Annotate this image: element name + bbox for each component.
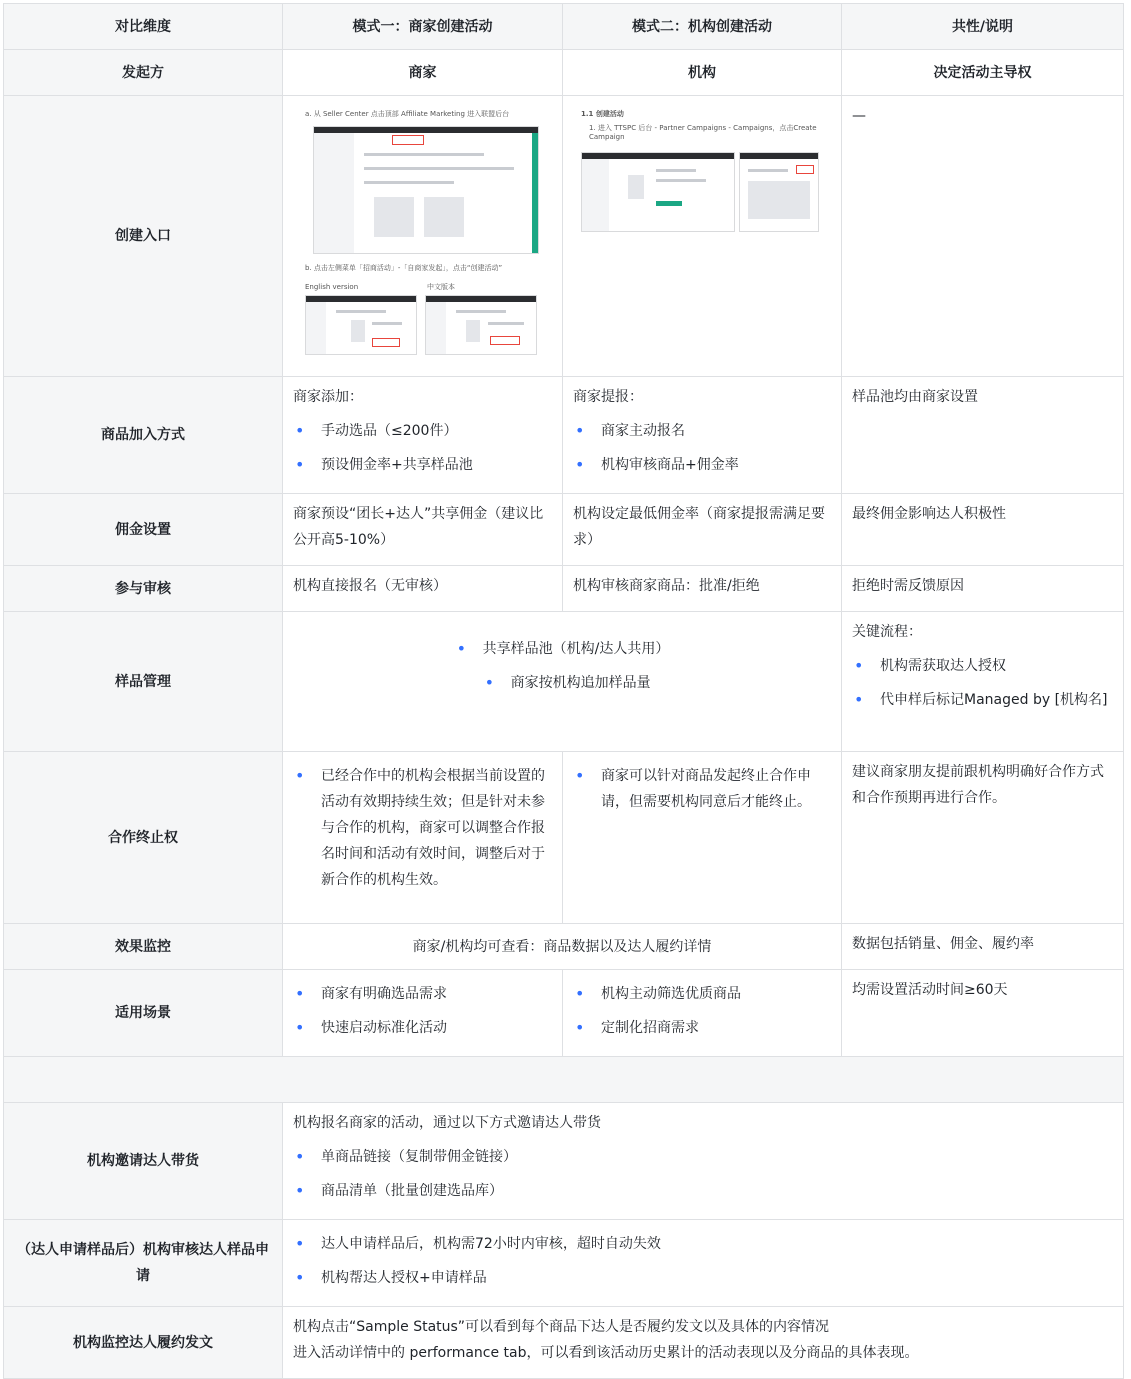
english-version-screenshot <box>305 295 417 355</box>
row-sample-review <box>4 1220 1124 1307</box>
partner-campaigns-screenshot <box>581 152 735 232</box>
monitoring-shared: 商家/机构均可查看：商品数据以及达人履约详情 <box>283 924 842 970</box>
product-join-common: 样品池均由商家设置 <box>842 377 1124 494</box>
row-label-commission: 佣金设置 <box>4 494 283 566</box>
commission-common: 最终佣金影响达人积极性 <box>842 494 1124 566</box>
row-label-initiator: 发起方 <box>4 50 283 96</box>
initiator-mode1: 商家 <box>283 50 563 96</box>
list-item: • 快速启动标准化活动 <box>293 1015 552 1041</box>
create-campaign-screenshot <box>739 152 819 232</box>
list-item: • 已经合作中的机构会根据当前设置的活动有效期持续生效；但是针对未参与合作的机构，商家可以调整合作报名时间和活动有效时间，调整后对于新合作的机构生效。 <box>293 763 552 893</box>
row-label-product-join: 商品加入方式 <box>4 377 283 494</box>
list-item: • 代申样后标记Managed by [机构名] <box>852 687 1113 713</box>
list-item: • 机构需获取达人授权 <box>852 653 1113 679</box>
review-mode1: 机构直接报名（无审核） <box>283 566 563 612</box>
product-join-mode1 <box>283 377 563 494</box>
commission-mode1: 商家预设“团长+达人”共享佣金（建议比公开高5-10%） <box>283 494 563 566</box>
termination-mode1 <box>283 752 563 924</box>
row-entry <box>4 96 1124 377</box>
review-common: 拒绝时需反馈原因 <box>842 566 1124 612</box>
entry-mode2-caption-step: 1. 进入 TTSPC 后台 - Partner Campaigns - Campaigns，点击Create Campaign <box>589 124 817 141</box>
row-termination <box>4 752 1124 924</box>
row-fulfillment <box>4 1307 1124 1379</box>
header-common: 共性/说明 <box>842 4 1124 50</box>
row-label-samples: 样品管理 <box>4 612 283 752</box>
row-scenario <box>4 970 1124 1057</box>
row-review <box>4 566 1124 612</box>
entry-mode1-caption-a: a. 从 Seller Center 点击顶部 Affiliate Marketing 进入联盟后台 <box>305 110 510 118</box>
row-initiator <box>4 50 1124 96</box>
list-item: • 达人申请样品后，机构需72小时内审核，超时自动失效 <box>293 1231 1113 1257</box>
list-item: • 商品清单（批量创建选品库） <box>293 1178 1113 1204</box>
row-label-sample-review: （达人申请样品后）机构审核达人样品申请 <box>4 1220 283 1307</box>
samples-common <box>842 612 1124 752</box>
review-mode2: 机构审核商家商品：批准/拒绝 <box>563 566 842 612</box>
list-item: • 单商品链接（复制带佣金链接） <box>293 1144 1113 1170</box>
fulfillment-line2: 进入活动详情中的 performance tab，可以看到该活动历史累计的活动表现以及分商品的具体表现。 <box>293 1345 919 1361</box>
sample-review-content <box>283 1220 1124 1307</box>
row-label-scenario: 适用场景 <box>4 970 283 1057</box>
row-label-review: 参与审核 <box>4 566 283 612</box>
row-product-join <box>4 377 1124 494</box>
chinese-version-screenshot <box>425 295 537 355</box>
header-mode2: 模式二：机构创建活动 <box>563 4 842 50</box>
product-join-mode2 <box>563 377 842 494</box>
scenario-mode2 <box>563 970 842 1057</box>
row-samples <box>4 612 1124 752</box>
initiator-mode2: 机构 <box>563 50 842 96</box>
header-dimension: 对比维度 <box>4 4 283 50</box>
entry-mode2-caption-title: 1.1 创建活动 <box>581 110 624 118</box>
entry-common-dash: — <box>852 108 866 124</box>
samples-shared <box>283 612 842 752</box>
product-join-mode1-title: 商家添加： <box>293 389 363 405</box>
row-monitoring <box>4 924 1124 970</box>
list-item: • 预设佣金率+共享样品池 <box>293 452 552 478</box>
header-row <box>4 4 1124 50</box>
spacer-row <box>4 1057 1124 1103</box>
samples-common-title: 关键流程： <box>852 624 922 640</box>
termination-mode2 <box>563 752 842 924</box>
row-label-fulfillment: 机构监控达人履约发文 <box>4 1307 283 1379</box>
entry-mode2 <box>563 96 842 377</box>
entry-mode1 <box>283 96 563 377</box>
commission-mode2: 机构设定最低佣金率（商家提报需满足要求） <box>563 494 842 566</box>
row-commission <box>4 494 1124 566</box>
list-item: • 机构审核商品+佣金率 <box>573 452 831 478</box>
row-invite <box>4 1103 1124 1220</box>
list-item: • 商家有明确选品需求 <box>293 981 552 1007</box>
fulfillment-line1: 机构点击“Sample Status”可以看到每个商品下达人是否履约发文以及具体的内容情况 <box>293 1319 830 1335</box>
scenario-common: 均需设置活动时间≥60天 <box>842 970 1124 1057</box>
list-item: • 商家主动报名 <box>573 418 831 444</box>
scenario-mode1 <box>283 970 563 1057</box>
list-item: • 商家按机构追加样品量 <box>483 670 670 696</box>
list-item: • 共享样品池（机构/达人共用） <box>455 636 670 662</box>
list-item: • 定制化招商需求 <box>573 1015 831 1041</box>
monitoring-common: 数据包括销量、佣金、履约率 <box>842 924 1124 970</box>
product-join-mode2-title: 商家提报： <box>573 389 643 405</box>
initiator-common: 决定活动主导权 <box>842 50 1124 96</box>
comparison-table <box>3 3 1124 1379</box>
row-label-invite: 机构邀请达人带货 <box>4 1103 283 1220</box>
header-mode1: 模式一：商家创建活动 <box>283 4 563 50</box>
entry-mode1-chinese: 中文版本 <box>427 283 455 291</box>
seller-center-screenshot <box>313 126 539 254</box>
entry-mode1-caption-b: b. 点击左侧菜单「招商活动」-「自商家发起」，点击“创建活动” <box>305 264 503 272</box>
fulfillment-content <box>283 1307 1124 1379</box>
invite-content <box>283 1103 1124 1220</box>
list-item: • 机构主动筛选优质商品 <box>573 981 831 1007</box>
entry-common <box>842 96 1124 377</box>
row-label-entry: 创建入口 <box>4 96 283 377</box>
invite-intro: 机构报名商家的活动，通过以下方式邀请达人带货 <box>293 1115 601 1131</box>
list-item: • 商家可以针对商品发起终止合作申请，但需要机构同意后才能终止。 <box>573 763 831 815</box>
termination-common: 建议商家朋友提前跟机构明确好合作方式和合作预期再进行合作。 <box>842 752 1124 924</box>
spacer-cell <box>4 1057 1124 1103</box>
list-item: • 手动选品（≤200件） <box>293 418 552 444</box>
entry-mode1-english: English version <box>305 283 359 291</box>
row-label-monitoring: 效果监控 <box>4 924 283 970</box>
row-label-termination: 合作终止权 <box>4 752 283 924</box>
list-item: • 机构帮达人授权+申请样品 <box>293 1265 1113 1291</box>
